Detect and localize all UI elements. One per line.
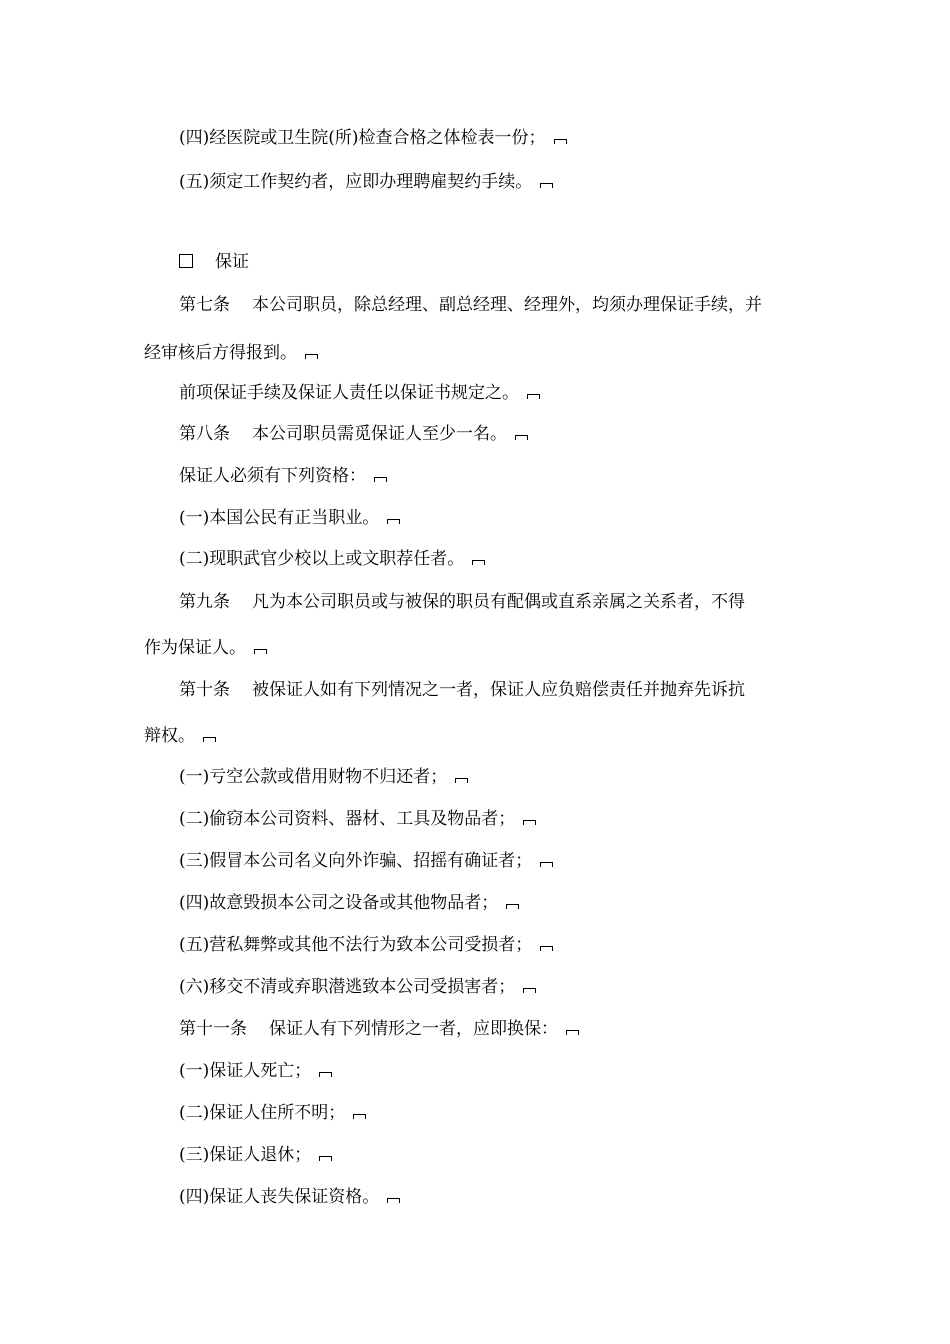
article-9-line-2 [144,636,269,660]
article-7-line-2 [144,341,320,365]
list-item-fraud [179,849,555,873]
paragraph-mark-icon [317,1154,334,1162]
paragraph-mark-icon [252,647,269,655]
checkbox-square-icon [179,254,193,268]
line-text: (五)须定工作契约者，应即办理聘雇契约手续。 [179,172,533,192]
line-text: 本公司职员需觅保证人至少一名。 [252,424,507,444]
list-item-retirement [179,1143,334,1167]
paragraph-mark-icon [513,433,530,441]
paragraph-mark-icon [317,1070,334,1078]
paragraph-mark-icon [521,986,538,994]
paragraph-mark-icon [385,517,402,525]
paragraph-mark-icon [538,860,555,868]
paragraph-mark-icon [552,137,569,145]
line-text: (五)营私舞弊或其他不法行为致本公司受损者； [179,935,533,955]
paragraph-guarantee-terms [179,381,542,405]
line-text: 本公司职员，除总经理、副总经理、经理外，均须办理保证手续，并 [252,295,762,315]
line-text: (三)保证人退休； [179,1145,312,1165]
line-text: 前项保证手续及保证人责任以保证书规定之。 [179,383,519,403]
article-label: 第七条 [179,295,230,315]
paragraph-mark-icon [453,776,470,784]
section-title: 保证 [215,252,249,272]
article-10-line-1 [179,678,745,702]
paragraph-mark-icon [351,1112,368,1120]
list-item-address-unknown [179,1101,368,1125]
line-text: (四)保证人丧失保证资格。 [179,1187,380,1207]
paragraph-mark-icon [538,944,555,952]
list-item-abscond [179,975,538,999]
paragraph-mark-icon [538,181,555,189]
list-item-damage [179,891,521,915]
section-heading [179,250,249,274]
article-10-line-2 [144,724,218,748]
line-text: (四)故意毁损本公司之设备或其他物品者； [179,893,499,913]
list-item-theft [179,807,538,831]
paragraph-mark-icon [385,1196,402,1204]
paragraph-mark-icon [201,735,218,743]
article-label: 第九条 [179,592,230,612]
line-text: (六)移交不清或弃职潜逃致本公司受损害者； [179,977,516,997]
line-text: (二)现职武官少校以上或文职荐任者。 [179,549,465,569]
list-item-death [179,1059,334,1083]
line-text: (四)经医院或卫生院(所)检查合格之体检表一份； [179,128,546,148]
paragraph-mark-icon [303,352,320,360]
paragraph-mark-icon [470,558,487,566]
paragraph-mark-icon [372,475,389,483]
line-text: 辩权。 [144,726,195,746]
paragraph-mark-icon [504,902,521,910]
line-text: (一)亏空公款或借用财物不归还者； [179,767,448,787]
list-item-malpractice [179,933,555,957]
paragraph-mark-icon [564,1028,581,1036]
paragraph-guarantor-qualifications [179,464,389,488]
line-text: (一)保证人死亡； [179,1061,312,1081]
list-item-loss-of-qualification [179,1185,402,1209]
line-text: 作为保证人。 [144,638,246,658]
article-8 [179,422,530,446]
list-item-officer [179,547,487,571]
line-text: 被保证人如有下列情况之一者，保证人应负赔偿责任并抛弃先诉抗 [252,680,745,700]
line-text: (二)保证人住所不明； [179,1103,346,1123]
article-label: 第十条 [179,680,230,700]
article-7-line-1 [179,293,762,317]
line-text: 凡为本公司职员或与被保的职员有配偶或直系亲属之关系者，不得 [252,592,745,612]
article-label: 第八条 [179,424,230,444]
line-text: (一)本国公民有正当职业。 [179,508,380,528]
article-9-line-1 [179,590,745,614]
article-label: 第十一条 [179,1019,247,1039]
line-text: 保证人必须有下列资格： [179,466,366,486]
list-item-medical-report [179,126,569,150]
list-item-work-contract [179,170,555,194]
line-text: (三)假冒本公司名义向外诈骗、招摇有确证者； [179,851,533,871]
line-text: 经审核后方得报到。 [144,343,297,363]
line-text: 保证人有下列情形之一者，应即换保： [269,1019,558,1039]
list-item-embezzlement [179,765,470,789]
paragraph-mark-icon [521,818,538,826]
line-text: (二)偷窃本公司资料、器材、工具及物品者； [179,809,516,829]
paragraph-mark-icon [525,392,542,400]
article-11 [179,1017,581,1041]
list-item-citizen [179,506,402,530]
